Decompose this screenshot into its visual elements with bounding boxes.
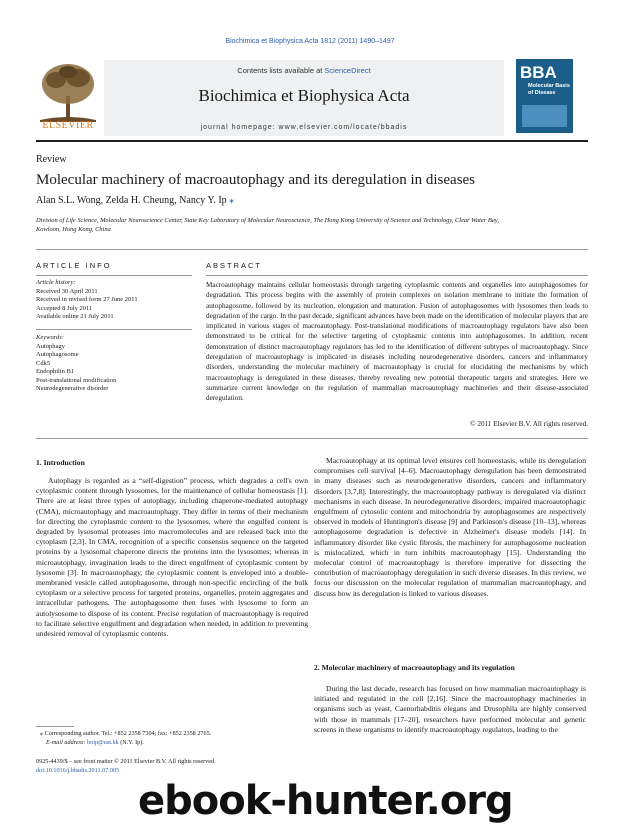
email-label: E-mail address: bbox=[46, 738, 88, 746]
section-1-text: Autophagy is regarded as a “self-digestion” process, which degrades a cell's own cytoplasmic content through lysosomes, for the maintenance of cellular homeostasis [1]. There are at least three types of autophagy, including chaperone-mediated autophagy (CMA), microautophagy and macroautophagy. They differ in terms of their mechanism for directing the cytoplasmic content to the lysosomes, where the engulfed content is degraded by lysosomal proteases into macromolecules and are released back into the cytoplasm [2,3]. In CMA, recognition of a specific consensus sequence on the targeted proteins by a lysosomal chaperone directs the proteins into the lysosomes; whereas in microautophagy, invagination leads to the direct engulfment of cytoplasmic content by lysosome [3]. In macroautophagy, the cytoplasmic content is enveloped into a double-membraned vesicle called autophagosome, through non-specific encircling of the bulk cytoplasm or a selective process for targeted proteins, organelles, protein aggregates and intracellular pathogens. The autophagosome then fuses with lysosome to form an autolysosome to dispose of its content. Precise regulation of macroautophagy is required to facilitate selective engulfment and degradation when needed, in addition to preventing undesired removal of cytoplasmic contents. bbox=[36, 476, 308, 639]
history-label: Article history: bbox=[36, 279, 76, 286]
keywords bbox=[36, 334, 196, 394]
corresponding-contact: ⁎ Corresponding author. Tel.: +852 2358 7304; fax: +852 2358 2765. bbox=[40, 730, 212, 737]
keyword-item: Endophilin B1 bbox=[36, 368, 75, 375]
cover-subtitle: Molecular Basis of Disease bbox=[528, 83, 570, 96]
keyword-item: Autophagy bbox=[36, 342, 65, 350]
doi-link[interactable]: doi:10.1016/j.bbadis.2011.07.005 bbox=[36, 766, 120, 774]
affiliation-line-1: Division of Life Science, Molecular Neuroscience Center, State Key Laboratory of Molecular Neuroscience, The Hong Kong University of Science and Technology, Clear Water Bay, bbox=[36, 217, 499, 224]
keywords-rule bbox=[36, 329, 192, 330]
abstract-bottom-rule bbox=[36, 438, 588, 439]
affiliation bbox=[36, 216, 588, 234]
publisher-name: ELSEVIER bbox=[42, 120, 94, 131]
article-history bbox=[36, 279, 196, 322]
journal-citation[interactable]: Biochimica et Biophysica Acta 1812 (2011) 1490–1497 bbox=[225, 38, 395, 45]
authors bbox=[36, 195, 234, 206]
cover-title: BBA bbox=[520, 63, 557, 82]
abstract-heading: ABSTRACT bbox=[206, 261, 263, 270]
section-2-heading: 2. Molecular machinery of macroautophagy and its regulation bbox=[314, 663, 515, 672]
watermark-text: ebook-hunter.org bbox=[138, 778, 513, 824]
corresponding-footnote bbox=[40, 730, 300, 747]
abstract-rule bbox=[206, 275, 588, 276]
abstract-text: Macroautophagy maintains cellular homeostasis through targeting cytoplasmic contents and organelles into autophagosomes for degradation. This process begins with the assembly of protein complexes on isolation membrane to initiate the formation of autophagosome, followed by its nucleation, elongation and maturation. Fusion of autophagosomes with lysosomes then leads to degradation of the cargo. In the past decade, significant advances have been made on the identification of molecular players that are implicated in various stages of macroautophagy. Post-translational modifications of macroautophagy regulators have also been demonstrated to be critical for the selective targeting of cytoplasmic contents into autophagosomes. In addition, recent demonstration of distinct macroautophagy regulators has led to the identification of different subtypes of macroautophagy. Since deregulation of macroautophagy is implicated in diseases including neurodegenerative disorders, cancers and inflammatory disorders, understanding the molecular machinery of macroautophagy is crucial for elucidating the mechanisms by which macroautophagy is deregulated in these diseases, thereby revealing new potential therapeutic targets and strategies. Here we summarize current knowledge on the regulation of mammalian macroautophagy machineries and their disease-associated deregulation. bbox=[206, 281, 588, 403]
keywords-label: Keywords: bbox=[36, 334, 64, 341]
history-item: Received 30 April 2011 bbox=[36, 287, 98, 295]
article-info-heading: ARTICLE INFO bbox=[36, 261, 112, 270]
journal-title: Biochimica et Biophysica Acta bbox=[198, 86, 410, 105]
keyword-item: Autophagosome bbox=[36, 351, 79, 358]
issn-line: 0925-4439/$ – see front matter © 2011 Elsevier B.V. All rights reserved. bbox=[36, 758, 216, 765]
email-link[interactable]: boip@ust.hk bbox=[87, 738, 119, 746]
author-names: Alan S.L. Wong, Zelda H. Cheung, Nancy Y. Ip bbox=[36, 195, 227, 206]
history-item: Accepted 8 July 2011 bbox=[36, 304, 93, 312]
email-line bbox=[40, 739, 300, 748]
article-info-rule bbox=[36, 275, 192, 276]
history-item: Available online 21 July 2011 bbox=[36, 313, 114, 320]
publisher-logo bbox=[36, 58, 100, 134]
corresponding-author-mark[interactable]: ⁎ bbox=[229, 195, 235, 206]
article-type: Review bbox=[36, 154, 67, 165]
keyword-item: Post-translational modification bbox=[36, 376, 117, 384]
footnote-rule bbox=[36, 726, 74, 727]
front-matter bbox=[36, 758, 296, 775]
contents-line bbox=[104, 66, 504, 75]
sciencedirect-link[interactable]: ScienceDirect bbox=[324, 66, 371, 75]
journal-homepage[interactable]: journal homepage: www.elsevier.com/locate/bbadis bbox=[200, 124, 408, 131]
history-item: Received in revised form 27 June 2011 bbox=[36, 296, 138, 303]
cover-figure bbox=[522, 105, 567, 127]
column-2-text: Macroautophagy at its optimal level ensures cell homeostasis, while its deregulation compromises cell survival [4–6]. Macroautophagy deregulation has been demonstrated in many diseases such as neurodegenerative disorders, cancers and inflammatory disorders [3,7,8]. Interestingly, the macroautophagy pathway is deregulated via distinct mechanisms in each disease. In neurodegenerative disorders, impaired macroautophagic engulfment of cytosolic content and mitochondria by autophagosomes are respectively observed in models of Huntington's disease [9] and Parkinson's disease [10–13], whereas autophagosome degradation is defective in Alzheimer's disease models [14]. In inflammatory disorder like cystic fibrosis, the machinery for autophagosome nucleation is mislocalized, which in turn inhibits macroautophagy [15]. Understanding the molecular control of macroautophagy is therefore imperative for dissecting the contribution of macroautophagy deregulation in such diverse diseases. In this review, we focus our discussion on the molecular regulation of mammalian macroautophagy, and discuss how its deregulation is linked to various diseases. bbox=[314, 456, 586, 598]
info-rule bbox=[36, 249, 588, 250]
copyright-line: © 2011 Elsevier B.V. All rights reserved. bbox=[470, 420, 588, 428]
keyword-item: Neurodegenerative disorder bbox=[36, 385, 109, 392]
affiliation-line-2: Kowloon, Hong Kong, China bbox=[36, 226, 111, 233]
keyword-item: Cdk5 bbox=[36, 359, 51, 367]
header-rule bbox=[36, 140, 588, 142]
section-2-text: During the last decade, research has focused on how mammalian macroautophagy is initiated and regulated in the cell [2,16]. Since the macroautophagy machineries in organisms such as yeast, Caenorhabditis elegans and Drosophila are highly conserved with those in mammals [17–20], researchers have performed molecular and genetic screens in these organisms to identify macroautophagy regulators, leading to the bbox=[314, 684, 586, 734]
article-title: Molecular machinery of macroautophagy and its deregulation in diseases bbox=[36, 172, 476, 188]
section-1-heading: 1. Introduction bbox=[36, 458, 85, 467]
contents-prefix: Contents lists available at bbox=[237, 66, 325, 75]
email-suffix: (N.Y. Ip). bbox=[118, 738, 144, 746]
journal-cover-image bbox=[516, 59, 573, 133]
